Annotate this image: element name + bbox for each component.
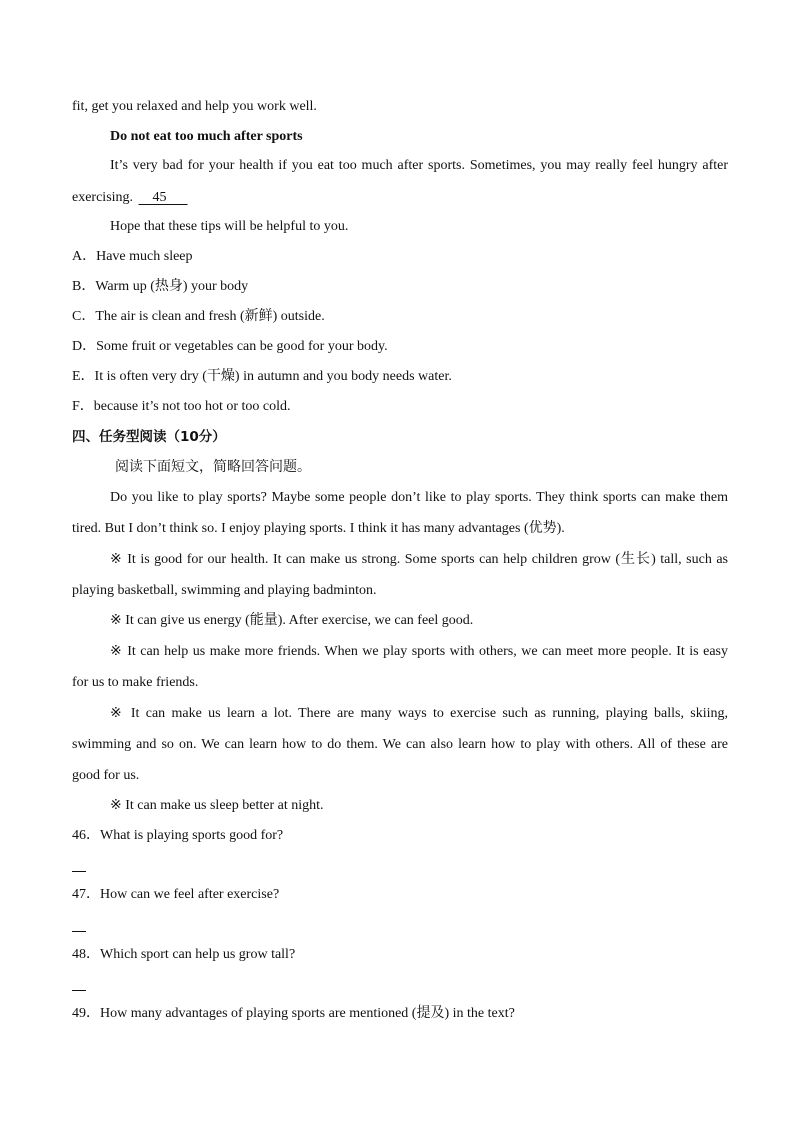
passage-line: ※ It can give us energy (能量). After exercise, we can feel good. <box>110 613 474 628</box>
passage-line-with-blank <box>72 188 728 208</box>
option-c: C．The air is clean and fresh (新鲜) outside. <box>72 309 325 324</box>
answer-line-48 <box>72 990 86 991</box>
passage-line: It’s very bad for your health if you eat too much after sports. Sometimes, you may really feel hungry after <box>110 158 728 173</box>
passage-line: for us to make friends. <box>72 675 199 690</box>
passage-line: ※ It can make us learn a lot. There are many ways to exercise such as running, playing balls, skiing, <box>110 706 728 721</box>
passage-line: fit, get you relaxed and help you work well. <box>72 99 317 114</box>
answer-line-47 <box>72 931 86 932</box>
passage-line: Hope that these tips will be helpful to you. <box>110 219 349 234</box>
passage-line: tired. But I don’t think so. I enjoy playing sports. I think it has many advantages (优势). <box>72 521 565 536</box>
question-48: 48．Which sport can help us grow tall? <box>72 947 296 962</box>
question-46: 46．What is playing sports good for? <box>72 828 284 843</box>
option-f: F．because it’s not too hot or too cold. <box>72 399 291 414</box>
passage-text: exercising. <box>72 190 134 205</box>
tip-heading: Do not eat too much after sports <box>110 129 303 144</box>
question-47: 47．How can we feel after exercise? <box>72 887 280 902</box>
passage-line: ※ It can make us sleep better at night. <box>110 798 324 813</box>
passage-line: ※ It can help us make more friends. When we play sports with others, we can meet more people. It is easy <box>110 644 728 659</box>
question-49: 49．How many advantages of playing sports are mentioned (提及) in the text? <box>72 1006 515 1021</box>
section-instruction: 阅读下面短文，简略回答问题。 <box>115 460 311 475</box>
option-e: E．It is often very dry (干燥) in autumn and you body needs water. <box>72 369 452 384</box>
section-heading: 四、任务型阅读（10分） <box>72 429 226 445</box>
option-b: B．Warm up (热身) your body <box>72 279 249 294</box>
passage-line: Do you like to play sports? Maybe some people don’t like to play sports. They think sports can make them <box>110 490 728 505</box>
answer-blank-45: 45 <box>152 190 167 205</box>
passage-line: swimming and so on. We can learn how to do them. We can also learn how to play with others. All of these are <box>72 737 728 752</box>
passage-line: good for us. <box>72 768 140 783</box>
answer-line-46 <box>72 871 86 872</box>
passage-line: ※ It is good for our health. It can make us strong. Some sports can help children grow (生长) tall, such as <box>110 552 728 567</box>
passage-line: playing basketball, swimming and playing badminton. <box>72 583 377 598</box>
option-a: A．Have much sleep <box>72 249 193 264</box>
option-d: D．Some fruit or vegetables can be good for your body. <box>72 339 388 354</box>
